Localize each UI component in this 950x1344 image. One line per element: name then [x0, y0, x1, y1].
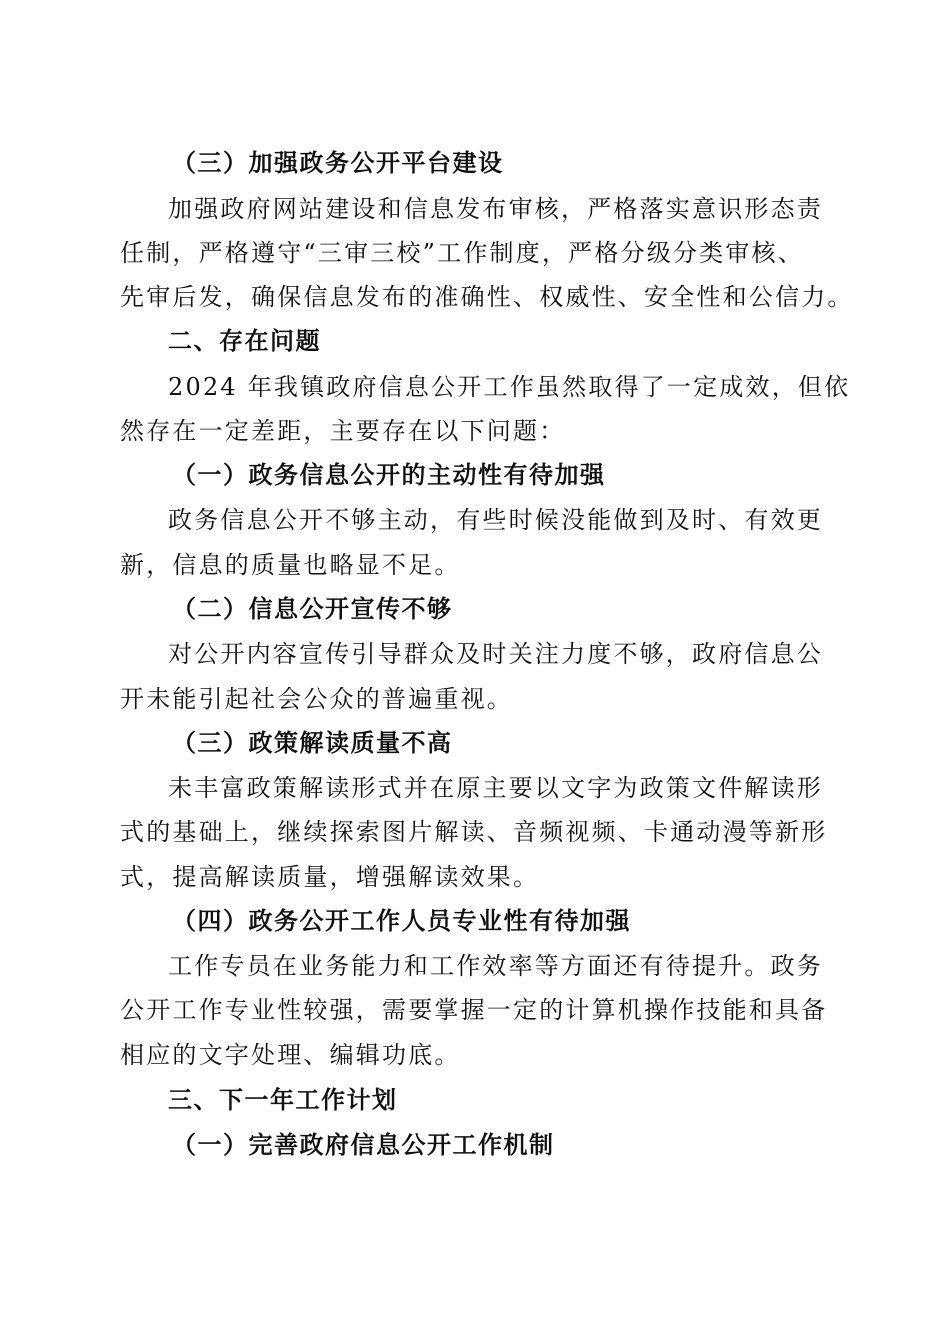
- paragraph-line: 公开工作专业性较强，需要掌握一定的计算机操作技能和具备: [120, 996, 828, 1024]
- section-heading-problems: 二、存在问题: [168, 327, 321, 355]
- subsection-heading-platform: （三）加强政务公开平台建设: [172, 149, 504, 177]
- paragraph-line: 政务信息公开不够主动，有些时候没能做到及时、有效更: [168, 506, 823, 534]
- paragraph-line: 对公开内容宣传引导群众及时关注力度不够，政府信息公: [168, 640, 823, 668]
- paragraph-line: 式的基础上，继续探索图片解读、音频视频、卡通动漫等新形: [120, 818, 828, 846]
- paragraph-line: 先审后发，确保信息发布的准确性、权威性、安全性和公信力。: [120, 283, 854, 311]
- paragraph-line: 开未能引起社会公众的普遍重视。: [120, 685, 513, 713]
- paragraph-line: 任制，严格遵守“三审三校”工作制度，严格分级分类审核、: [120, 239, 804, 267]
- paragraph-line: 加强政府网站建设和信息发布审核，严格落实意识形态责: [168, 195, 823, 223]
- paragraph-line: 2024 年我镇政府信息公开工作虽然取得了一定成效，但依: [168, 373, 851, 401]
- paragraph-line: 工作专员在业务能力和工作效率等方面还有待提升。政务: [168, 952, 823, 980]
- section-heading-plan: 三、下一年工作计划: [168, 1086, 398, 1114]
- paragraph-line: 未丰富政策解读形式并在原主要以文字为政策文件解读形: [168, 774, 823, 802]
- subsection-heading-mechanism: （一）完善政府信息公开工作机制: [172, 1131, 555, 1159]
- paragraph-line: 然存在一定差距，主要存在以下问题：: [120, 417, 566, 445]
- subsection-heading-staff: （四）政务公开工作人员专业性有待加强: [172, 907, 631, 935]
- subsection-heading-initiative: （一）政务信息公开的主动性有待加强: [172, 461, 606, 489]
- paragraph-line: 相应的文字处理、编辑功底。: [120, 1041, 461, 1069]
- subsection-heading-policy: （三）政策解读质量不高: [172, 729, 453, 757]
- paragraph-line: 新，信息的质量也略显不足。: [120, 551, 461, 579]
- subsection-heading-publicity: （二）信息公开宣传不够: [172, 595, 453, 623]
- paragraph-line: 式，提高解读质量，增强解读效果。: [120, 863, 540, 891]
